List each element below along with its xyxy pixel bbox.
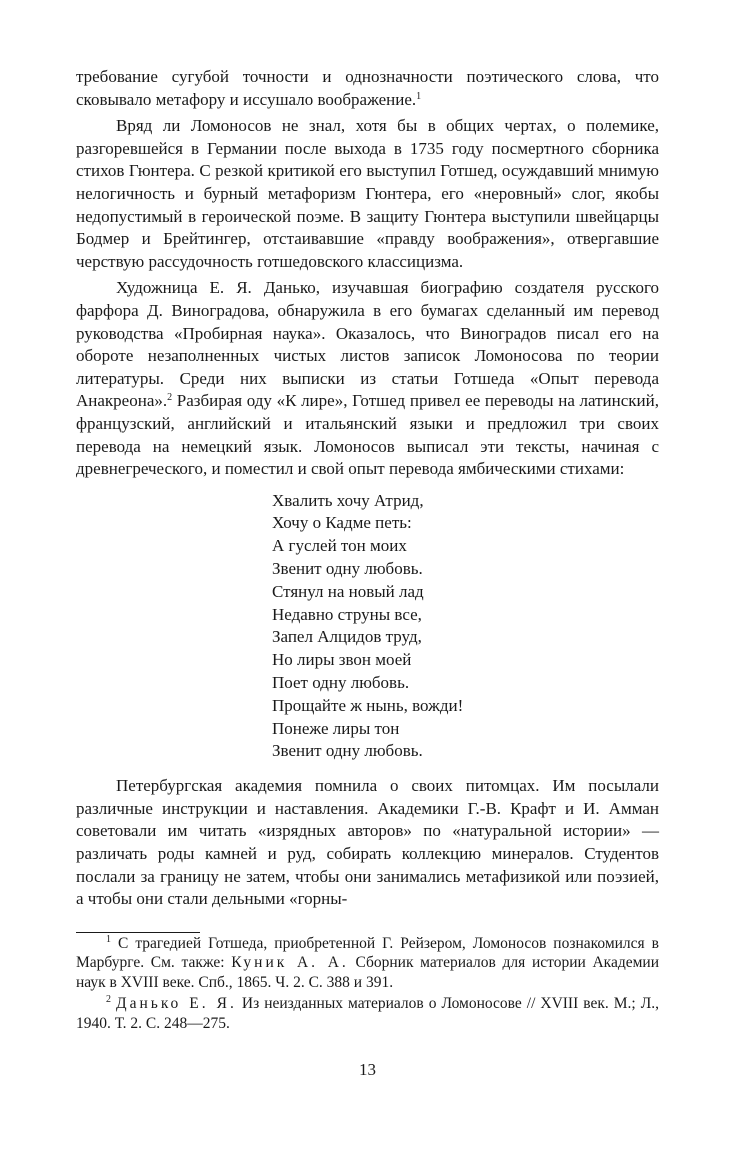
footnote-ref-1: 1: [416, 90, 422, 102]
footnote-1: [76, 934, 659, 992]
paragraph-1: [76, 66, 659, 111]
main-text: [76, 66, 659, 911]
poem-line: Стянул на новый лад: [272, 581, 424, 601]
poem-line: Хвалить хочу Атрид,: [272, 490, 424, 510]
footnote-2: [76, 994, 659, 1033]
paragraph-1-text: требование сугубой точности и однозначности поэтического слова, что сковывало метафору и иссушало воображение.: [76, 67, 659, 109]
footnote-1-number: 1: [106, 934, 111, 945]
footnote-1-text: С трагедией Готшеда, приобретенной Г. Рейзером, Ломоносов познакомился в Марбурге. См. также:: [76, 935, 659, 972]
poem-line: Но лиры звон моей: [272, 650, 412, 670]
footnote-divider: [76, 932, 200, 933]
paragraph-3-text-a: Художница Е. Я. Данько, изучавшая биографию создателя русского фарфора Д. Виноградова, обнаружила в его бумагах сделанный им перевод руководства «Пробирная наука». Оказалось, что Виноградов писал его на обороте незаполненных чистых листов записок Ломоносова по теории литературы. Среди них выписки из статьи Готшеда «Опыт перевода Анакреона».: [76, 278, 659, 411]
paragraph-3: [76, 277, 659, 480]
footnote-2-source: Из неизданных материалов о Ломоносове // XVIII век. М.; Л., 1940. Т. 2. С. 248—275.: [76, 995, 659, 1032]
footnotes: [76, 934, 659, 1035]
poem-line: Прощайте ж нынь, вожди!: [272, 695, 464, 715]
poem-line: Поет одну любовь.: [272, 673, 410, 693]
footnote-ref-2: 2: [167, 392, 173, 404]
poem-line: Звенит одну любовь.: [272, 559, 423, 579]
poem: [272, 490, 659, 764]
poem-line: Звенит одну любовь.: [272, 741, 423, 761]
footnote-1-source: Сборник материалов для истории Академии наук в XVIII веке. Спб., 1865. Ч. 2. С. 388 и 391.: [76, 954, 659, 991]
page-number: 13: [359, 1060, 376, 1079]
footnote-2-author: Данько Е. Я.: [116, 995, 237, 1013]
poem-line: Понеже лиры тон: [272, 718, 400, 738]
paragraph-3-text-b: Разбирая оду «К лире», Готшед привел ее переводы на латинский, французский, английский и итальянский языки и предложил три своих перевода на немецкий язык. Ломоносов выписал эти тексты, начиная с древнегреческого, и поместил и свой опыт перевода ямбическими стихами:: [76, 391, 659, 479]
paragraph-2: Вряд ли Ломоносов не знал, хотя бы в общих чертах, о полемике, разгоревшейся в Германии после выхода в 1735 году посмертного сборника стихов Гюнтера. С резкой критикой его выступил Готшед, осуждавший мнимую нелогичность и бурный метафоризм Гюнтера, его «неровный» слог, якобы недопустимый в героической поэме. В защиту Гюнтера выступили швейцарцы Бодмер и Брейтингер, отстаивавшие «правду воображения», отвергавшие черствую рассудочность готшедовского классицизма.: [76, 116, 659, 271]
poem-line: Недавно струны все,: [272, 604, 422, 624]
poem-line: Запел Алцидов труд,: [272, 627, 422, 647]
footnote-1-author: Куник А. А.: [231, 954, 349, 972]
footnote-2-number: 2: [106, 994, 111, 1006]
paragraph-4: Петербургская академия помнила о своих питомцах. Им посылали различные инструкции и наставления. Академики Г.-В. Крафт и И. Амман советовали им читать «изрядных авторов» по «натуральной истории» — различать роды камней и руд, собирать коллекцию минералов. Студентов послали за границу не затем, чтобы они занимались метафизикой или поэзией, а чтобы они стали дельными «горны-: [76, 776, 659, 909]
poem-line: Хочу о Кадме петь:: [272, 513, 412, 533]
poem-line: А гуслей тон моих: [272, 536, 407, 556]
